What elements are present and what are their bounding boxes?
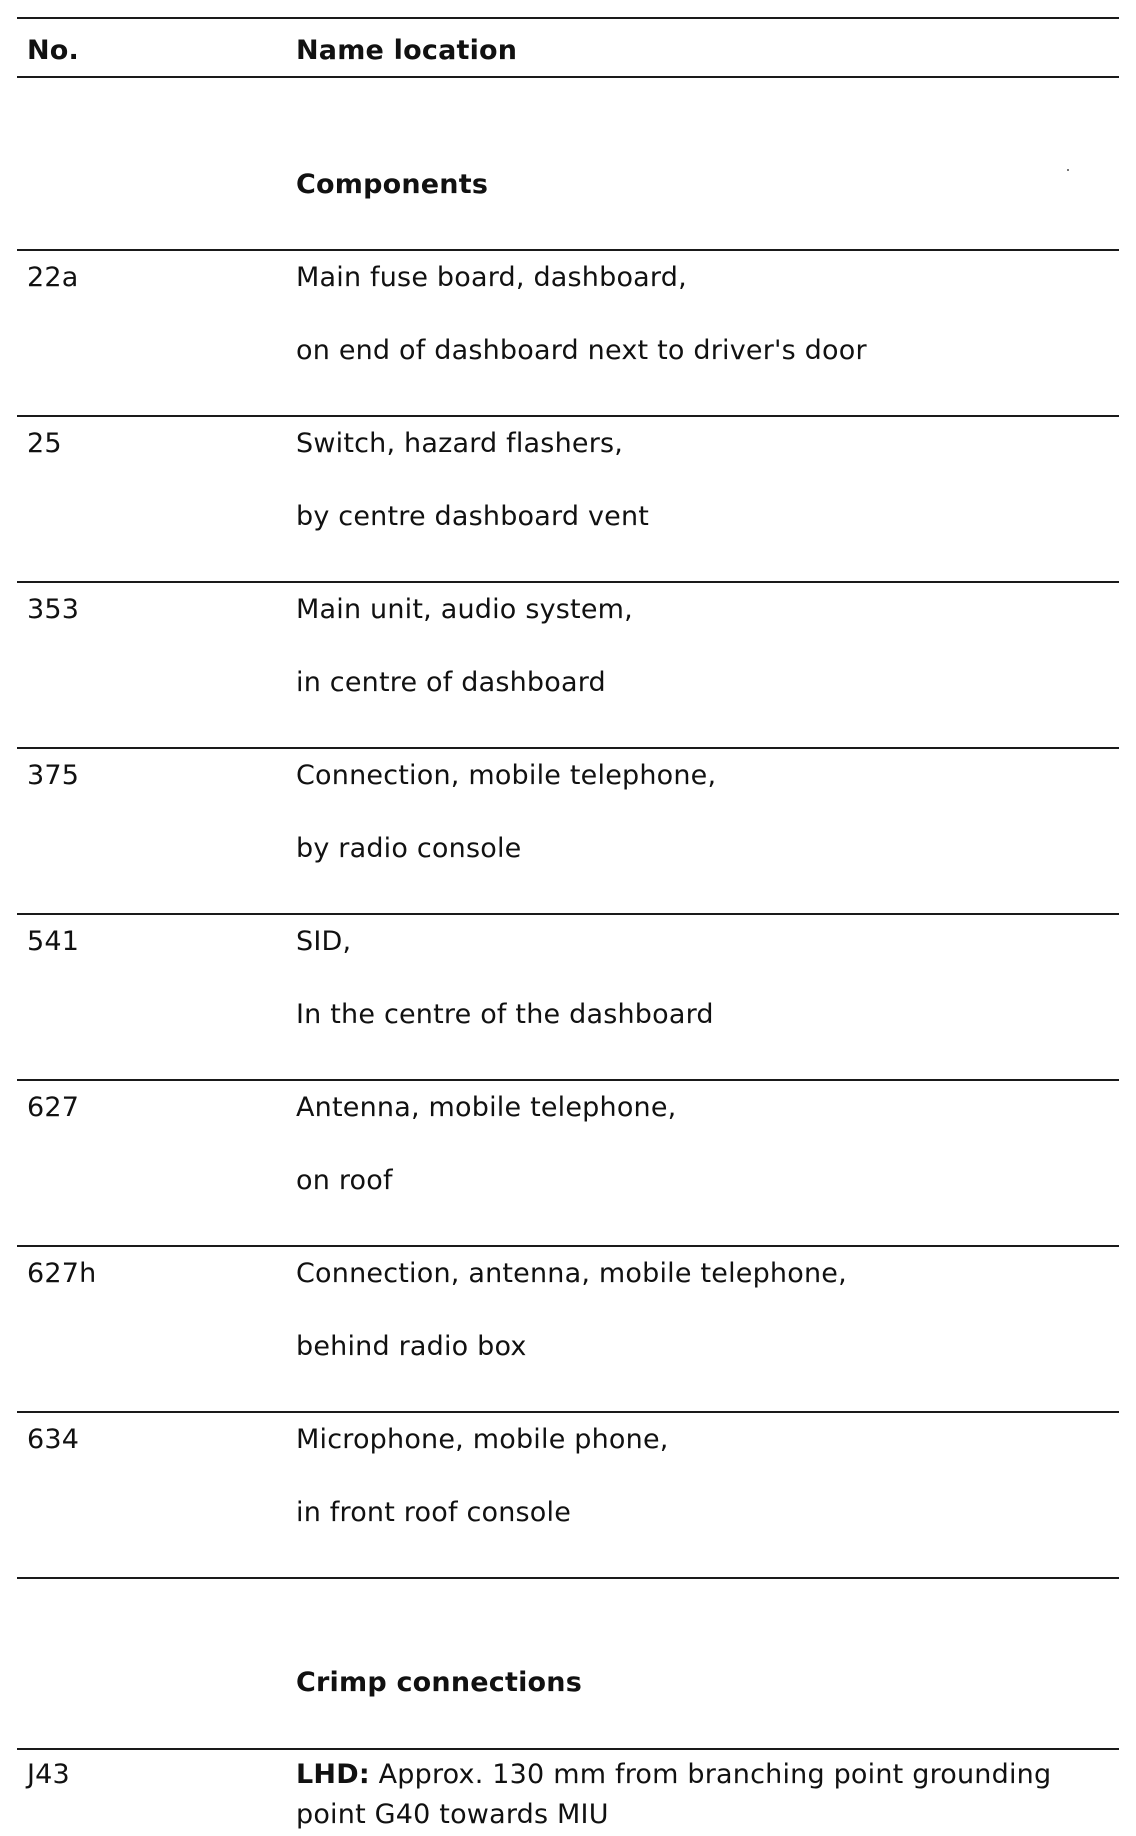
row-name: Approx. 130 mm from branching point grounding [369,1759,1052,1790]
row-number: 353 [27,594,80,625]
row-number: 627h [27,1258,97,1289]
row-divider [17,747,1119,749]
row-location: by centre dashboard vent [296,501,650,532]
header-top-rule [17,17,1119,19]
row-location: on roof [296,1165,393,1196]
section-end-rule [17,1577,1119,1579]
row-divider [17,1748,1119,1750]
row-number: 541 [27,926,80,957]
column-header-no: No. [27,35,80,66]
row-number: 25 [27,428,62,459]
row-divider [17,913,1119,915]
row-name: Main fuse board, dashboard, [296,262,687,293]
row-divider [17,581,1119,583]
row-location: behind radio box [296,1331,527,1362]
row-number: 375 [27,760,80,791]
row-prefix-lhd: LHD: [296,1759,370,1790]
row-number: 22a [27,262,79,293]
row-name: Connection, antenna, mobile telephone, [296,1258,847,1289]
row-divider [17,249,1119,251]
section-title-components: Components [296,169,489,200]
row-location: in centre of dashboard [296,667,606,698]
row-divider [17,1079,1119,1081]
row-number: 627 [27,1092,80,1123]
section-title-crimp-connections: Crimp connections [296,1667,582,1698]
row-number: 634 [27,1424,80,1455]
row-location: point G40 towards MIU [296,1799,609,1830]
row-location: on end of dashboard next to driver's door [296,335,867,366]
row-name: SID, [296,926,352,957]
row-divider [17,415,1119,417]
header-bottom-rule [17,76,1119,78]
row-description [296,1758,1051,1792]
scan-speck [1067,169,1069,171]
row-name: Main unit, audio system, [296,594,633,625]
row-location: In the centre of the dashboard [296,999,714,1030]
row-number: J43 [27,1759,70,1790]
row-divider [17,1245,1119,1247]
row-location: in front roof console [296,1497,572,1528]
row-location: by radio console [296,833,522,864]
row-name: Switch, hazard flashers, [296,428,624,459]
row-name: Connection, mobile telephone, [296,760,717,791]
row-name: Microphone, mobile phone, [296,1424,669,1455]
column-header-name-location: Name location [296,35,518,66]
row-divider [17,1411,1119,1413]
row-name: Antenna, mobile telephone, [296,1092,677,1123]
